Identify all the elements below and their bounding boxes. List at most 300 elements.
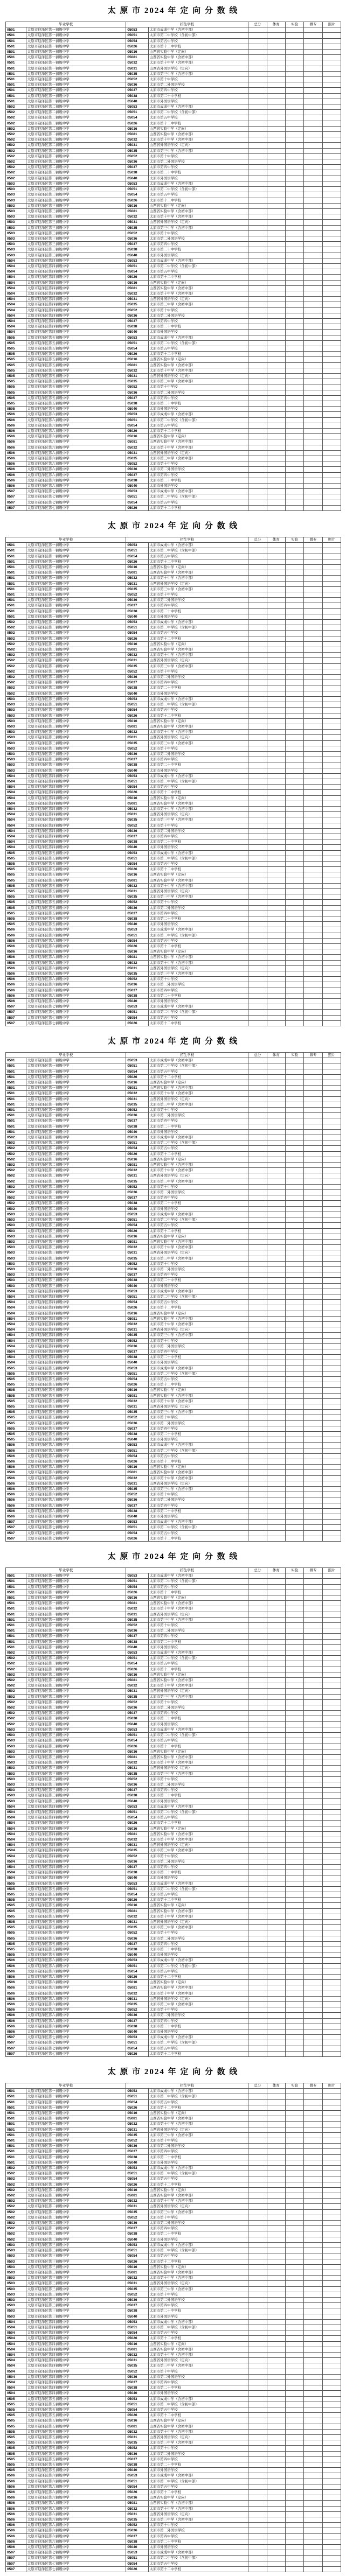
grad-school: 太原市迎泽区第三初级中学 [26,2264,126,2270]
admit-code: 05035 [126,1179,148,1184]
grad-code: 0503 [6,1749,26,1754]
grad-code: 0502 [6,1716,26,1721]
admit-school: 太原市第三中学（含初中部） [148,1848,248,1853]
grad-code: 0504 [6,1305,26,1311]
grad-school: 太原市迎泽区第五初级中学 [26,2413,126,2418]
grad-school: 太原市迎泽区第六初级中学 [26,1969,126,1974]
admit-school: 太原市第三中学（含初中部） [148,1694,248,1699]
total-score [248,1826,267,1831]
admit-code: 05026 [126,2105,148,2110]
admit-code: 05037 [126,2303,148,2308]
total-score [248,1256,267,1261]
grad-school: 太原市迎泽区第五初级中学 [26,1420,126,1426]
admit-code: 05026 [126,1020,148,1026]
table-row [6,2231,341,2237]
pe-score [267,230,285,236]
grad-school: 太原市迎泽区第六初级中学 [26,423,126,428]
admit-code: 05051 [126,625,148,631]
grad-school: 太原市迎泽区第五初级中学 [26,2435,126,2440]
admit-code: 05081 [126,1908,148,1914]
stage-score [304,2429,322,2434]
stage-score [304,1015,322,1020]
stage-score [304,2105,322,2110]
table-row [6,614,341,619]
grad-school: 太原市迎泽区第二初级中学 [26,663,126,669]
stage-score [304,905,322,911]
other-score [322,2144,341,2149]
grad-school: 太原市迎泽区第六初级中学 [26,1497,126,1503]
admit-school: 太原市第二十中学校 [148,1201,248,1206]
admit-code: 05038 [126,1355,148,1360]
admit-code: 05026 [126,713,148,718]
admit-code: 05081 [126,1316,148,1321]
admit-code: 05051 [126,2325,148,2330]
grad-school: 太原市迎泽区第二初级中学 [26,1678,126,1683]
total-score [248,2402,267,2407]
pe-score [267,2154,285,2160]
pe-score [267,839,285,845]
admit-school: 太原市第二中学校（含初中部） [148,2094,248,2099]
admit-school: 太原市第五中学校 [148,861,248,866]
table-row [6,1415,341,1420]
grad-code: 0504 [6,801,26,806]
table-row [6,1705,341,1711]
grad-code: 0504 [6,779,26,784]
other-score [322,762,341,768]
pe-score [267,379,285,384]
lab-score [285,71,303,76]
stage-score [304,1190,322,1195]
grad-school: 太原市迎泽区第六初级中学 [26,2007,126,2013]
table-row [6,2435,341,2440]
stage-score [304,988,322,993]
admit-school: 太原市第二中学校（含初中部） [148,625,248,631]
pe-score [267,1996,285,2001]
lab-score [285,1497,303,1503]
grad-code: 0502 [6,121,26,126]
admit-school: 太原市第二外国语学校 [148,2451,248,2456]
table-row [6,861,341,866]
grad-school: 太原市迎泽区第五初级中学 [26,2402,126,2407]
grad-school: 太原市迎泽区第六初级中学 [26,949,126,955]
admit-code: 05081 [126,955,148,960]
grad-school: 太原市迎泽区第二初级中学 [26,1168,126,1173]
other-score [322,1311,341,1316]
table-header-row [6,1568,341,1573]
total-score [248,586,267,592]
total-score [248,66,267,71]
total-score [248,2242,267,2248]
lab-score [285,1623,303,1628]
admit-code: 05038 [126,2385,148,2391]
admit-school: 太原市第三中学（含初中部） [148,1179,248,1184]
table-row [6,762,341,768]
table-row [6,1925,341,1930]
table-row [6,669,341,674]
admit-school: 太原市第四中学校 [148,603,248,608]
total-score [248,1875,267,1881]
grad-code: 0504 [6,1809,26,1815]
grad-school: 太原市迎泽区第六初级中学 [26,965,126,971]
other-score [322,1925,341,1930]
table-row [6,685,341,691]
grad-school: 太原市迎泽区第三初级中学 [26,2314,126,2319]
pe-score [267,2166,285,2171]
grad-school: 太原市迎泽区第一初级中学 [26,1612,126,1617]
other-score [322,412,341,417]
admit-code: 05054 [126,2407,148,2412]
grad-code: 0502 [6,153,26,159]
table-row [6,340,341,346]
total-score [248,253,267,258]
admit-school: 山西省实验中学（含初中部） [148,1316,248,1321]
admit-school: 太原市第二十中学校 [148,1432,248,1437]
pe-score [267,143,285,148]
table-row [6,960,341,965]
pe-score [267,2051,285,2056]
admit-school: 太原市第二外国语学校 [148,1782,248,1787]
other-score [322,1201,341,1206]
pe-score [267,1195,285,1201]
grad-code: 0505 [6,1388,26,1393]
admit-school: 太原市第四中学校 [148,1426,248,1431]
stage-score [304,1749,322,1754]
table-row [6,1010,341,1015]
admit-school: 太原市成成中学（含初中部） [148,2035,248,2040]
lab-score [285,307,303,313]
pe-score [267,484,285,489]
table-row [6,730,341,735]
other-score [322,790,341,795]
stage-score [304,2528,322,2533]
admit-code: 05054 [126,192,148,198]
total-score [248,38,267,44]
grad-school: 太原市迎泽区第四初级中学 [26,1349,126,1354]
lab-score [285,2127,303,2132]
lab-score [285,2407,303,2412]
header-pe: 体育 [267,1568,285,1573]
document-page [5,0,341,511]
grad-code: 0506 [6,467,26,472]
total-score [248,2490,267,2495]
lab-score [285,1914,303,1919]
admit-school: 太原市第二中学校（含初中部） [148,33,248,38]
pe-score [267,614,285,619]
admit-school: 太原市第四中学校 [148,1941,248,1947]
grad-code: 0505 [6,1398,26,1404]
other-score [322,1432,341,1437]
table-row [6,2456,341,2462]
admit-school: 太原市第十中学校 [148,1623,248,1628]
table-row [6,417,341,423]
grad-code: 0503 [6,253,26,258]
stage-score [304,1278,322,1283]
grad-school: 太原市迎泽区第一初级中学 [26,1573,126,1579]
grad-code: 0506 [6,2002,26,2007]
table-row [6,2237,341,2242]
grad-code: 0504 [6,773,26,779]
admit-code: 05081 [126,362,148,368]
lab-score [285,1201,303,1206]
stage-score [304,2160,322,2165]
grad-code: 0507 [6,1020,26,1026]
total-score [248,1683,267,1689]
lab-score [285,1898,303,1903]
other-score [322,1716,341,1721]
total-score [248,230,267,236]
grad-school: 太原市迎泽区第五初级中学 [26,1892,126,1897]
pe-score [267,2204,285,2209]
other-score [322,2160,341,2165]
grad-school: 太原市迎泽区第六初级中学 [26,2528,126,2533]
lab-score [285,1656,303,1661]
table-row [6,2379,341,2385]
grad-school: 太原市迎泽区第四初级中学 [26,307,126,313]
grad-school: 太原市迎泽区第五初级中学 [26,1925,126,1930]
lab-score [285,702,303,708]
other-score [322,77,341,82]
pe-score [267,1991,285,1996]
lab-score [285,187,303,192]
admit-school: 太原市第五中学校 [148,1738,248,1744]
admit-school: 太原市第十二中学校 [148,2336,248,2341]
admit-code: 05054 [126,554,148,559]
pe-score [267,1234,285,1239]
pe-score [267,1371,285,1376]
admit-code: 05037 [126,603,148,608]
table-row [6,236,341,241]
table-row [6,1376,341,1382]
admit-code: 05036 [126,1190,148,1195]
grad-code: 0503 [6,214,26,220]
table-row [6,1903,341,1908]
grad-code: 0505 [6,395,26,401]
total-score [248,2193,267,2199]
admit-code: 05035 [126,225,148,230]
grad-code: 0502 [6,1721,26,1727]
lab-score [285,1481,303,1486]
grad-code: 0502 [6,641,26,647]
admit-code: 05051 [126,2402,148,2407]
admit-code: 05037 [126,988,148,993]
total-score [248,478,267,483]
admit-school: 太原市第二中学校（含初中部） [148,1733,248,1738]
pe-score [267,1826,285,1831]
grad-school: 太原市迎泽区第一初级中学 [26,1584,126,1590]
pe-score [267,2132,285,2138]
other-score [322,2193,341,2199]
admit-code: 05031 [126,1481,148,1486]
stage-score [304,1371,322,1376]
stage-score [304,203,322,208]
table-row [6,631,341,636]
grad-school: 太原市迎泽区第二初级中学 [26,1206,126,1212]
admit-code: 05053 [126,258,148,263]
lab-score [285,33,303,38]
other-score [322,198,341,203]
stage-score [304,2473,322,2479]
grad-code: 0507 [6,1530,26,1536]
lab-score [285,2468,303,2473]
grad-code: 0503 [6,713,26,718]
other-score [322,1975,341,1980]
lab-score [285,1639,303,1644]
grad-school: 太原市迎泽区第二初级中学 [26,1699,126,1705]
grad-school: 太原市迎泽区第三初级中学 [26,208,126,214]
other-score [322,586,341,592]
stage-score [304,592,322,598]
other-score [322,115,341,121]
lab-score [285,2446,303,2451]
pe-score [267,1601,285,1606]
grad-code: 0505 [6,374,26,379]
grad-code: 0503 [6,1798,26,1804]
total-score [248,2396,267,2402]
stage-score [304,883,322,888]
other-score [322,576,341,581]
pe-score [267,214,285,220]
grad-code: 0505 [6,1930,26,1936]
total-score [248,1184,267,1189]
other-score [322,1151,341,1157]
pe-score [267,2435,285,2440]
admit-school: 太原市外国语学校 [148,1875,248,1881]
stage-score [304,2556,322,2561]
grad-school: 太原市迎泽区第四初级中学 [26,1864,126,1870]
grad-school: 太原市迎泽区第四初级中学 [26,823,126,828]
pe-score [267,2533,285,2539]
pe-score [267,1875,285,1881]
lab-score [285,115,303,121]
pe-score [267,401,285,407]
admit-school: 太原市第十中学校 [148,746,248,751]
pe-score [267,581,285,586]
table-row [6,1821,341,1826]
total-score [248,1327,267,1333]
table-row [6,1848,341,1853]
stage-score [304,1705,322,1711]
lab-score [285,214,303,220]
admit-code: 05036 [126,2451,148,2456]
grad-code: 0506 [6,439,26,445]
other-score [322,2479,341,2484]
table-row [6,2221,341,2226]
grad-code: 0506 [6,2029,26,2035]
grad-code: 0501 [6,576,26,581]
total-score [248,1212,267,1217]
table-row [6,2297,341,2302]
pe-score [267,1223,285,1228]
table-row [6,1272,341,1278]
pe-score [267,313,285,318]
table-row [6,214,341,220]
pe-score [267,1261,285,1266]
grad-code: 0505 [6,379,26,384]
stage-score [304,1272,322,1278]
admit-school: 太原市第三中学（含初中部） [148,740,248,746]
total-score [248,2314,267,2319]
grad-code: 0501 [6,88,26,93]
table-row [6,1404,341,1410]
admit-code: 05052 [126,1415,148,1420]
total-score [248,806,267,811]
table-row [6,82,341,88]
admit-code: 05081 [126,2424,148,2429]
pe-score [267,2407,285,2412]
total-score [248,1415,267,1420]
table-row [6,1744,341,1749]
stage-score [304,1760,322,1766]
table-row [6,1958,341,1963]
other-score [322,374,341,379]
grad-code: 0503 [6,208,26,214]
grad-code: 0501 [6,1584,26,1590]
other-score [322,1584,341,1590]
admit-school: 太原市成成中学（含初中部） [148,104,248,110]
lab-score [285,1782,303,1787]
admit-code: 05031 [126,965,148,971]
pe-score [267,220,285,225]
other-score [322,1870,341,1875]
total-score [248,988,267,993]
total-score [248,1903,267,1908]
other-score [322,1672,341,1677]
admit-school: 太原市第四中学校 [148,1349,248,1354]
table-row [6,2226,341,2231]
admit-code: 05053 [126,489,148,494]
total-score [248,685,267,691]
grad-code: 0506 [6,960,26,965]
table-row [6,2490,341,2495]
admit-code: 05052 [126,2292,148,2297]
stage-score [304,1848,322,1853]
admit-school: 山西省实验中学（含初中部） [148,132,248,137]
total-score [248,867,267,872]
admit-school: 山西省外国语学校（定向） [148,1250,248,1256]
grad-code: 0501 [6,1628,26,1634]
total-score [248,872,267,878]
table-row [6,2545,341,2550]
grad-school: 太原市迎泽区第六初级中学 [26,988,126,993]
total-score [248,955,267,960]
pe-score [267,126,285,131]
stage-score [304,417,322,423]
lab-score [285,445,303,450]
admit-code: 05040 [126,330,148,335]
admit-school: 太原市第五中学校 [148,708,248,713]
total-score [248,1294,267,1299]
admit-school: 太原市第十中学（含初中部） [148,1245,248,1250]
grad-code: 0503 [6,1239,26,1244]
grad-school: 太原市迎泽区第五初级中学 [26,340,126,346]
lab-score [285,1508,303,1514]
grad-code: 0503 [6,2303,26,2308]
header-lab: 实验 [285,537,303,543]
pe-score [267,2199,285,2204]
header-stage: 微专 [304,537,322,543]
other-score [322,1459,341,1465]
grad-code: 0503 [6,696,26,702]
grad-school: 太原市迎泽区第六初级中学 [26,2024,126,2029]
pe-score [267,2215,285,2220]
pe-score [267,1678,285,1683]
admit-school: 山西省外国语学校（定向） [148,812,248,817]
admit-code: 05037 [126,834,148,839]
total-score [248,187,267,192]
total-score [248,291,267,296]
grad-code: 0503 [6,1245,26,1250]
admit-code: 05016 [126,1595,148,1601]
